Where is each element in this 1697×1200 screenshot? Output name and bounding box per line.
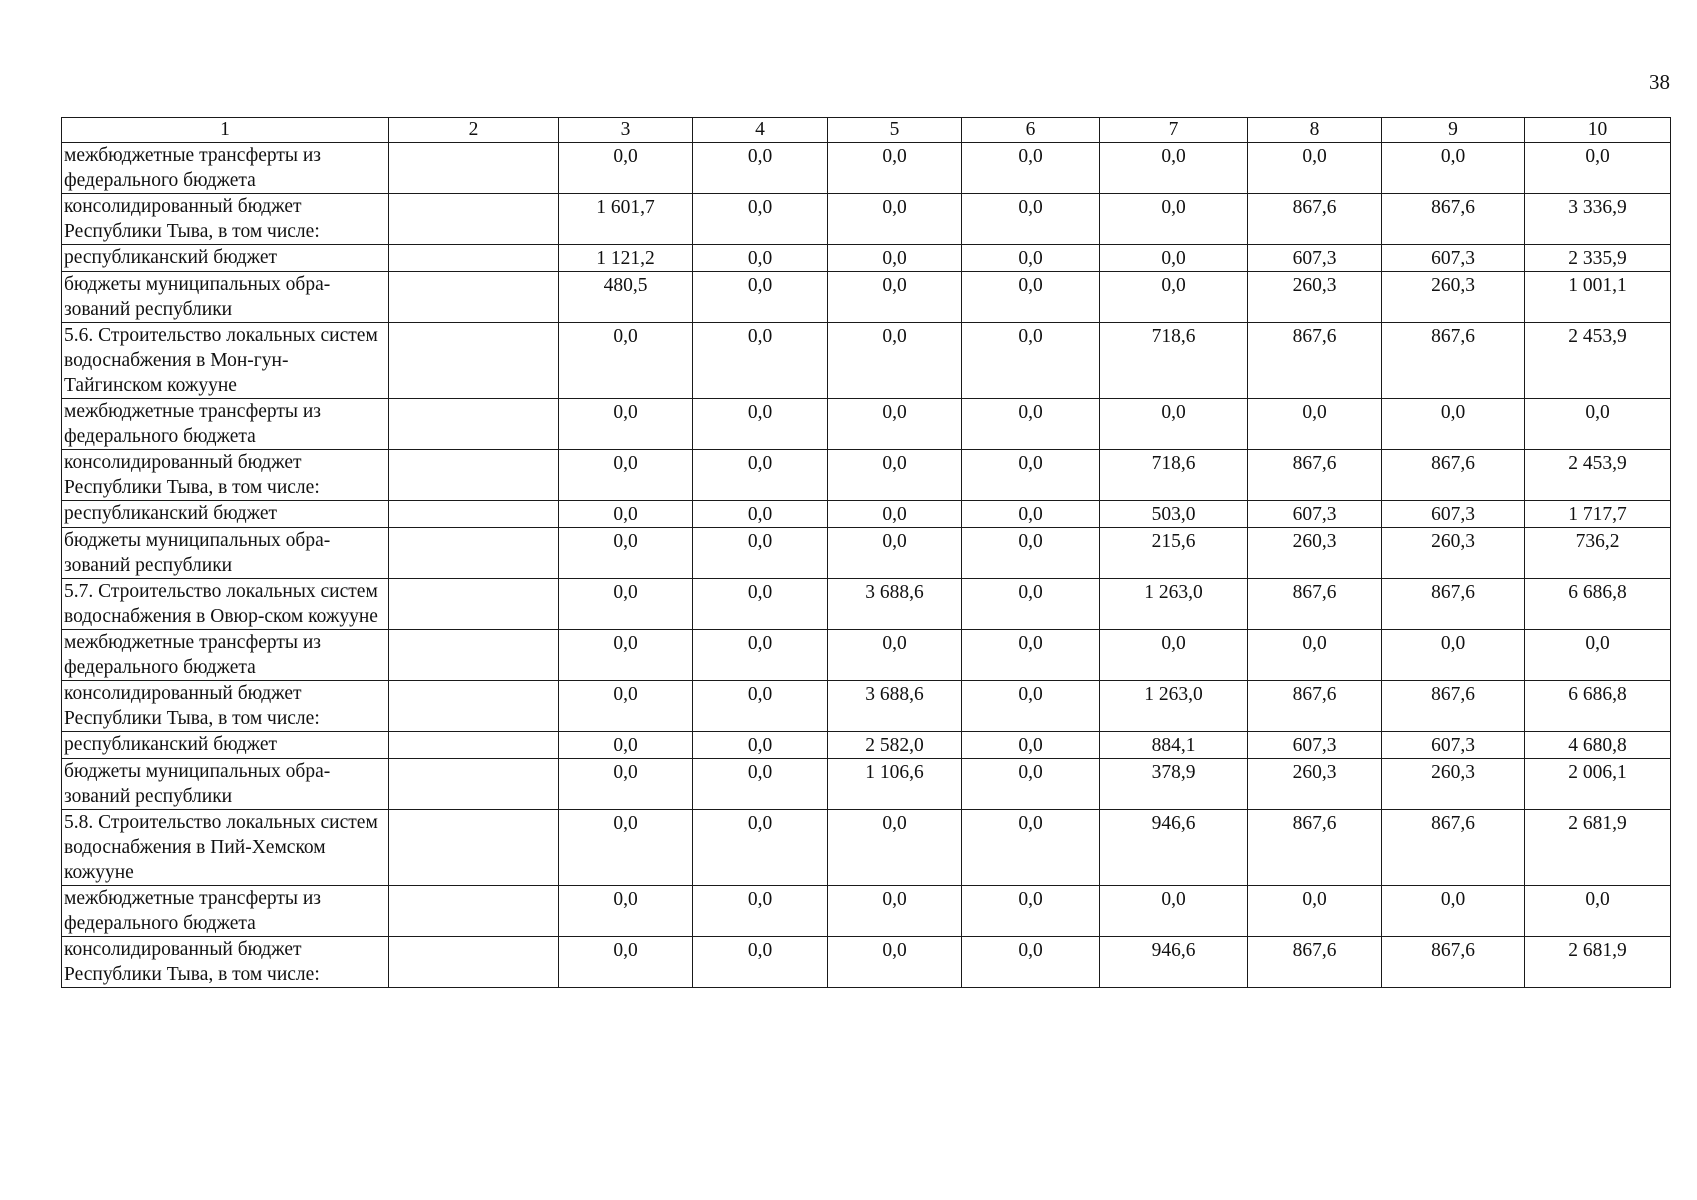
row-value: 1 001,1	[1525, 272, 1671, 323]
table-row	[62, 886, 1671, 937]
row-value: 0,0	[828, 143, 962, 194]
row-value: 0,0	[1525, 143, 1671, 194]
row-value: 0,0	[962, 630, 1100, 681]
table-row	[62, 732, 1671, 759]
row-value: 0,0	[962, 501, 1100, 528]
row-value: 0,0	[1248, 630, 1382, 681]
row-col2	[389, 810, 559, 886]
row-value: 867,6	[1382, 194, 1525, 245]
row-label: консолидированный бюджет Республики Тыва, в том числе:	[62, 194, 389, 245]
row-value: 2 453,9	[1525, 323, 1671, 399]
row-value: 0,0	[1248, 399, 1382, 450]
row-value: 867,6	[1382, 937, 1525, 988]
row-value: 1 263,0	[1100, 681, 1248, 732]
row-value: 260,3	[1382, 528, 1525, 579]
row-value: 0,0	[962, 450, 1100, 501]
row-value: 0,0	[828, 886, 962, 937]
row-value: 0,0	[828, 323, 962, 399]
table-row	[62, 630, 1671, 681]
row-value: 2 681,9	[1525, 810, 1671, 886]
row-value: 0,0	[962, 681, 1100, 732]
row-value: 0,0	[962, 759, 1100, 810]
row-value: 0,0	[559, 759, 693, 810]
row-value: 0,0	[1248, 143, 1382, 194]
row-value: 215,6	[1100, 528, 1248, 579]
row-value: 0,0	[693, 501, 828, 528]
row-value: 0,0	[1100, 399, 1248, 450]
row-value: 0,0	[962, 272, 1100, 323]
row-value: 884,1	[1100, 732, 1248, 759]
row-label: 5.7. Строительство локальных систем водоснабжения в Овюр-ском кожууне	[62, 579, 389, 630]
row-value: 4 680,8	[1525, 732, 1671, 759]
row-label: республиканский бюджет	[62, 245, 389, 272]
row-label: межбюджетные трансферты из федерального бюджета	[62, 143, 389, 194]
row-value: 0,0	[1100, 245, 1248, 272]
row-value: 2 335,9	[1525, 245, 1671, 272]
row-value: 0,0	[559, 810, 693, 886]
row-col2	[389, 528, 559, 579]
row-value: 946,6	[1100, 937, 1248, 988]
row-value: 0,0	[828, 528, 962, 579]
row-value: 0,0	[1525, 630, 1671, 681]
row-value: 1 106,6	[828, 759, 962, 810]
table-row	[62, 450, 1671, 501]
row-value: 0,0	[1100, 886, 1248, 937]
row-col2	[389, 630, 559, 681]
row-value: 0,0	[828, 937, 962, 988]
row-value: 0,0	[693, 810, 828, 886]
row-col2	[389, 272, 559, 323]
row-value: 260,3	[1248, 272, 1382, 323]
row-value: 0,0	[693, 759, 828, 810]
row-col2	[389, 143, 559, 194]
column-header: 9	[1382, 118, 1525, 143]
table-row	[62, 194, 1671, 245]
row-label: консолидированный бюджет Республики Тыва, в том числе:	[62, 937, 389, 988]
row-value: 378,9	[1100, 759, 1248, 810]
row-value: 0,0	[962, 323, 1100, 399]
row-value: 0,0	[828, 245, 962, 272]
row-col2	[389, 759, 559, 810]
row-value: 2 006,1	[1525, 759, 1671, 810]
column-header: 1	[62, 118, 389, 143]
row-value: 0,0	[693, 630, 828, 681]
row-value: 1 263,0	[1100, 579, 1248, 630]
row-label: 5.8. Строительство локальных систем водоснабжения в Пий-Хемском кожууне	[62, 810, 389, 886]
row-value: 867,6	[1248, 450, 1382, 501]
row-value: 0,0	[962, 579, 1100, 630]
row-value: 0,0	[559, 323, 693, 399]
row-value: 0,0	[1382, 399, 1525, 450]
row-value: 0,0	[559, 399, 693, 450]
column-header: 2	[389, 118, 559, 143]
row-value: 0,0	[693, 143, 828, 194]
row-value: 3 336,9	[1525, 194, 1671, 245]
table-row	[62, 245, 1671, 272]
header-row	[62, 118, 1671, 143]
table-row	[62, 323, 1671, 399]
row-value: 0,0	[559, 143, 693, 194]
row-value: 0,0	[962, 528, 1100, 579]
row-label: межбюджетные трансферты из федерального бюджета	[62, 399, 389, 450]
row-value: 867,6	[1382, 579, 1525, 630]
row-label: межбюджетные трансферты из федерального бюджета	[62, 630, 389, 681]
row-value: 3 688,6	[828, 579, 962, 630]
row-value: 718,6	[1100, 450, 1248, 501]
row-value: 0,0	[693, 245, 828, 272]
table-row	[62, 937, 1671, 988]
row-value: 867,6	[1248, 937, 1382, 988]
table-row	[62, 272, 1671, 323]
row-value: 0,0	[1525, 399, 1671, 450]
row-value: 260,3	[1248, 759, 1382, 810]
table-row	[62, 399, 1671, 450]
row-value: 0,0	[962, 886, 1100, 937]
row-col2	[389, 323, 559, 399]
row-value: 0,0	[1382, 630, 1525, 681]
row-value: 0,0	[828, 810, 962, 886]
column-header: 4	[693, 118, 828, 143]
row-value: 0,0	[828, 272, 962, 323]
row-value: 867,6	[1382, 681, 1525, 732]
row-value: 0,0	[962, 810, 1100, 886]
table-row	[62, 579, 1671, 630]
column-header: 7	[1100, 118, 1248, 143]
row-value: 0,0	[828, 450, 962, 501]
row-value: 718,6	[1100, 323, 1248, 399]
table-row	[62, 528, 1671, 579]
row-value: 0,0	[693, 732, 828, 759]
row-col2	[389, 886, 559, 937]
row-value: 607,3	[1248, 732, 1382, 759]
row-value: 260,3	[1382, 759, 1525, 810]
row-value: 607,3	[1248, 245, 1382, 272]
row-col2	[389, 681, 559, 732]
row-value: 0,0	[559, 886, 693, 937]
row-value: 0,0	[828, 630, 962, 681]
column-header: 6	[962, 118, 1100, 143]
row-value: 2 453,9	[1525, 450, 1671, 501]
table-row	[62, 681, 1671, 732]
row-label: 5.6. Строительство локальных систем водоснабжения в Мон-гун-Тайгинском кожууне	[62, 323, 389, 399]
row-value: 607,3	[1248, 501, 1382, 528]
row-value: 0,0	[1100, 272, 1248, 323]
row-label: консолидированный бюджет Республики Тыва, в том числе:	[62, 450, 389, 501]
row-value: 0,0	[693, 399, 828, 450]
row-value: 0,0	[962, 732, 1100, 759]
row-value: 2 681,9	[1525, 937, 1671, 988]
row-value: 0,0	[693, 937, 828, 988]
row-value: 0,0	[828, 399, 962, 450]
row-value: 0,0	[828, 194, 962, 245]
row-col2	[389, 579, 559, 630]
row-value: 0,0	[693, 579, 828, 630]
row-label: республиканский бюджет	[62, 501, 389, 528]
row-col2	[389, 450, 559, 501]
row-value: 0,0	[962, 143, 1100, 194]
row-value: 0,0	[1100, 143, 1248, 194]
table-row	[62, 810, 1671, 886]
row-label: межбюджетные трансферты из федерального бюджета	[62, 886, 389, 937]
row-label: консолидированный бюджет Республики Тыва, в том числе:	[62, 681, 389, 732]
row-value: 0,0	[693, 194, 828, 245]
row-value: 0,0	[828, 501, 962, 528]
row-value: 0,0	[1248, 886, 1382, 937]
row-value: 0,0	[1100, 630, 1248, 681]
row-value: 0,0	[559, 732, 693, 759]
row-col2	[389, 194, 559, 245]
row-value: 607,3	[1382, 732, 1525, 759]
page-number: 38	[1649, 70, 1670, 94]
row-value: 0,0	[693, 272, 828, 323]
row-value: 0,0	[1382, 886, 1525, 937]
row-value: 867,6	[1248, 681, 1382, 732]
row-value: 1 601,7	[559, 194, 693, 245]
table-row	[62, 143, 1671, 194]
row-value: 867,6	[1382, 810, 1525, 886]
row-value: 0,0	[693, 681, 828, 732]
row-label: республиканский бюджет	[62, 732, 389, 759]
row-value: 260,3	[1248, 528, 1382, 579]
row-value: 607,3	[1382, 245, 1525, 272]
row-value: 0,0	[693, 528, 828, 579]
row-col2	[389, 245, 559, 272]
column-header: 10	[1525, 118, 1671, 143]
row-value: 1 121,2	[559, 245, 693, 272]
column-header: 5	[828, 118, 962, 143]
row-value: 0,0	[559, 528, 693, 579]
row-value: 0,0	[559, 937, 693, 988]
row-value: 0,0	[559, 681, 693, 732]
column-header: 8	[1248, 118, 1382, 143]
row-value: 736,2	[1525, 528, 1671, 579]
row-col2	[389, 732, 559, 759]
row-label: бюджеты муниципальных обра-зований республики	[62, 528, 389, 579]
row-value: 0,0	[693, 323, 828, 399]
row-label: бюджеты муниципальных обра-зований республики	[62, 272, 389, 323]
column-header: 3	[559, 118, 693, 143]
row-value: 0,0	[559, 630, 693, 681]
row-value: 0,0	[1382, 143, 1525, 194]
row-value: 0,0	[1100, 194, 1248, 245]
row-value: 0,0	[559, 501, 693, 528]
row-value: 0,0	[559, 579, 693, 630]
row-value: 0,0	[962, 245, 1100, 272]
row-value: 503,0	[1100, 501, 1248, 528]
table-body	[62, 143, 1671, 988]
row-value: 0,0	[693, 450, 828, 501]
row-value: 607,3	[1382, 501, 1525, 528]
row-value: 867,6	[1248, 323, 1382, 399]
row-value: 0,0	[1525, 886, 1671, 937]
row-value: 0,0	[962, 194, 1100, 245]
row-value: 0,0	[693, 886, 828, 937]
row-value: 6 686,8	[1525, 579, 1671, 630]
row-value: 867,6	[1248, 810, 1382, 886]
table-row	[62, 759, 1671, 810]
row-value: 867,6	[1382, 323, 1525, 399]
row-value: 1 717,7	[1525, 501, 1671, 528]
row-value: 0,0	[559, 450, 693, 501]
row-value: 2 582,0	[828, 732, 962, 759]
row-value: 867,6	[1248, 194, 1382, 245]
row-col2	[389, 399, 559, 450]
row-label: бюджеты муниципальных обра-зований республики	[62, 759, 389, 810]
row-value: 867,6	[1382, 450, 1525, 501]
row-value: 0,0	[962, 399, 1100, 450]
row-col2	[389, 501, 559, 528]
row-value: 6 686,8	[1525, 681, 1671, 732]
row-value: 0,0	[962, 937, 1100, 988]
row-value: 867,6	[1248, 579, 1382, 630]
row-value: 260,3	[1382, 272, 1525, 323]
row-value: 3 688,6	[828, 681, 962, 732]
budget-table	[61, 117, 1671, 988]
table-row	[62, 501, 1671, 528]
row-col2	[389, 937, 559, 988]
row-value: 946,6	[1100, 810, 1248, 886]
row-value: 480,5	[559, 272, 693, 323]
